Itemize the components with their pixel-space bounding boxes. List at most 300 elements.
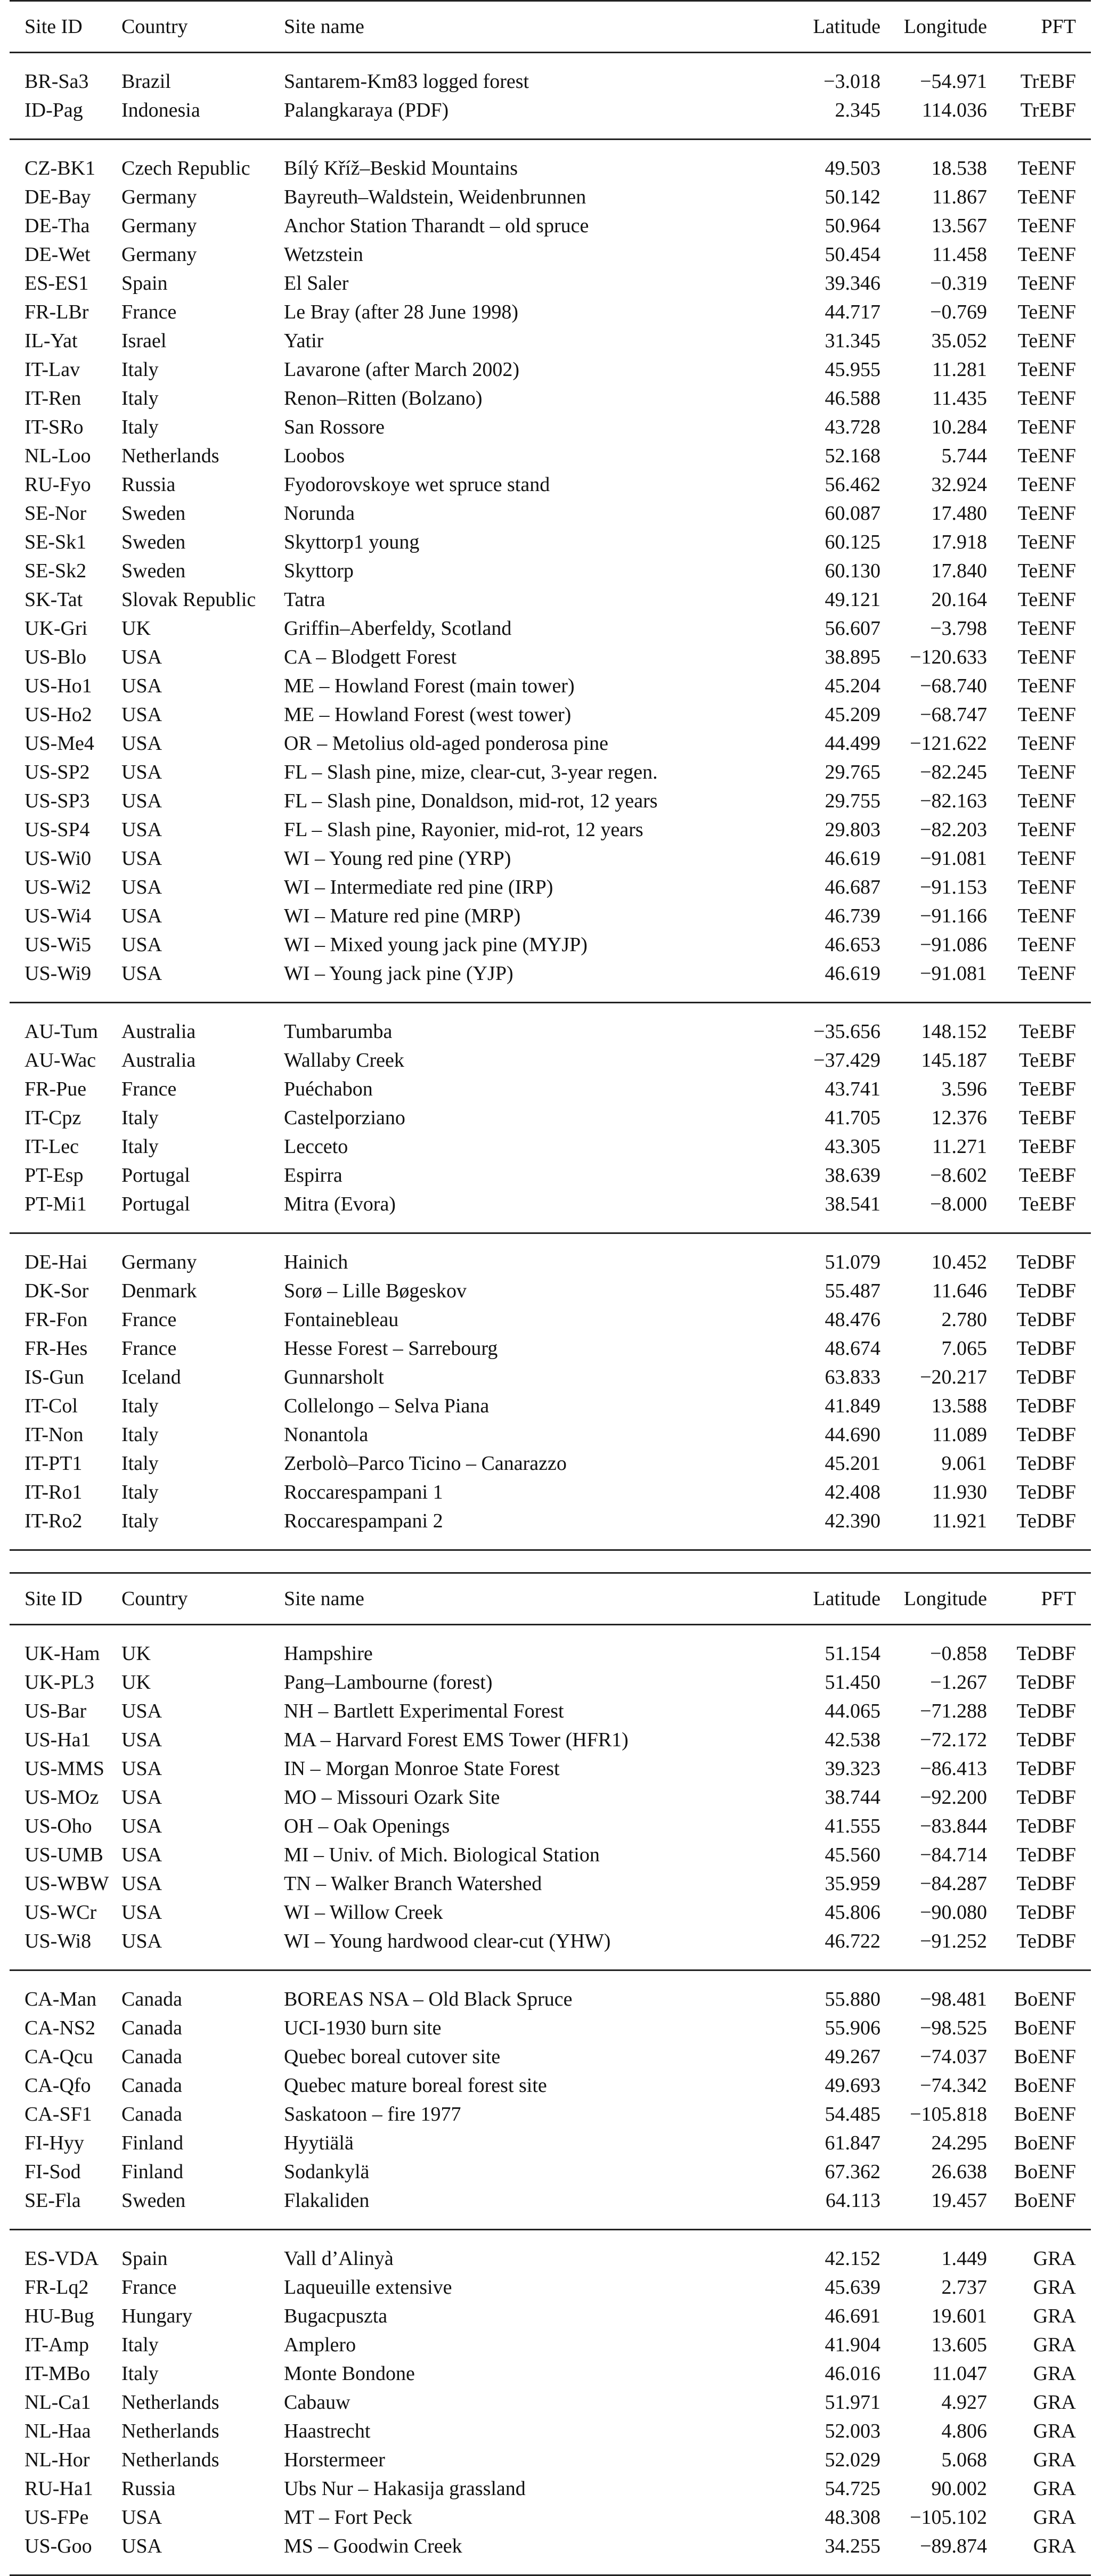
site-id-cell: IT-PT1 [25,1452,83,1475]
pft-cell: TeENF [1017,588,1076,611]
longitude-cell: −86.413 [920,1757,987,1780]
latitude-cell: 63.833 [825,1366,880,1388]
site-id-cell: SE-Nor [25,502,87,525]
country-cell: USA [121,934,162,956]
country-cell: UK [121,1642,151,1665]
site-id-cell: US-Blo [25,646,87,668]
site-id-cell: US-Wi2 [25,876,92,898]
header-site-name: Site name [284,15,364,38]
table-row [10,96,1091,140]
longitude-cell: −91.086 [920,934,987,956]
latitude-cell: 38.541 [825,1193,880,1215]
latitude-cell: 43.305 [825,1135,880,1158]
country-cell: Australia [121,1049,196,1072]
site-name-cell: Laqueuille extensive [284,2276,452,2299]
pft-cell: TeENF [1017,416,1076,438]
country-cell: Netherlands [121,445,219,467]
site-id-cell: FI-Hyy [25,2132,84,2154]
country-cell: USA [121,704,162,726]
pft-cell: TeDBF [1016,1481,1076,1503]
latitude-cell: −3.018 [823,70,880,93]
pft-cell: TeENF [1017,761,1076,783]
pft-cell: BoENF [1014,2189,1076,2212]
country-cell: Canada [121,1988,182,2010]
latitude-cell: 31.345 [825,330,880,352]
country-cell: Spain [121,2247,168,2270]
site-id-cell: IT-Ro2 [25,1510,83,1532]
pft-cell: TeDBF [1016,1337,1076,1360]
latitude-cell: 43.728 [825,416,880,438]
latitude-cell: 41.705 [825,1107,880,1129]
country-cell: USA [121,1786,162,1809]
site-id-cell: DE-Bay [25,186,91,208]
latitude-cell: 46.588 [825,387,880,410]
longitude-cell: 114.036 [921,99,987,121]
country-cell: USA [121,962,162,985]
latitude-cell: 2.345 [835,99,880,121]
country-cell: France [121,1078,177,1100]
site-id-cell: UK-PL3 [25,1671,94,1694]
table-row [10,1132,1091,1161]
pft-cell: TeEBF [1018,1020,1076,1043]
latitude-cell: 55.906 [825,2017,880,2039]
table-row [10,441,1091,470]
site-name-cell: Fyodorovskoye wet spruce stand [284,473,550,496]
header-longitude: Longitude [903,1588,987,1610]
site-id-cell: RU-Ha1 [25,2477,93,2500]
header-pft: PFT [1041,1588,1076,1610]
longitude-cell: −90.080 [920,1901,987,1924]
pft-group [10,1970,1091,2230]
latitude-cell: 44.690 [825,1424,880,1446]
site-id-cell: SE-Fla [25,2189,81,2212]
latitude-cell: 60.087 [825,502,880,525]
pft-group [10,1003,1091,1233]
site-id-cell: US-WCr [25,1901,97,1924]
table-row [10,2330,1091,2359]
longitude-cell: −8.602 [930,1164,987,1187]
country-cell: Spain [121,272,168,295]
latitude-cell: 42.152 [825,2247,880,2270]
site-id-cell: US-Bar [25,1700,87,1722]
country-cell: USA [121,1844,162,1866]
longitude-cell: 5.068 [941,2449,987,2471]
longitude-cell: −91.081 [920,847,987,870]
table-row [10,1046,1091,1075]
longitude-cell: −74.037 [920,2046,987,2068]
longitude-cell: −105.102 [910,2506,987,2529]
table-row [10,183,1091,211]
site-name-cell: Quebec boreal cutover site [284,2046,501,2068]
longitude-cell: 13.567 [931,215,987,237]
table-row [10,758,1091,787]
latitude-cell: 45.201 [825,1452,880,1475]
pft-cell: TeENF [1017,215,1076,237]
pft-cell: TeDBF [1016,1452,1076,1475]
country-cell: Hungary [121,2305,192,2327]
country-cell: France [121,1337,177,1360]
table-row [10,1754,1091,1783]
pft-cell: TeENF [1017,790,1076,812]
latitude-cell: 38.744 [825,1786,880,1809]
site-id-cell: FR-LBr [25,301,89,323]
latitude-cell: 45.639 [825,2276,880,2299]
table-row [10,528,1091,557]
pft-cell: GRA [1033,2535,1076,2557]
longitude-cell: 11.646 [932,1280,987,1302]
latitude-cell: 42.408 [825,1481,880,1503]
pft-cell: TeENF [1017,934,1076,956]
longitude-cell: 1.449 [941,2247,987,2270]
header-pft: PFT [1041,15,1076,38]
table-row [10,1277,1091,1305]
site-id-cell: US-SP2 [25,761,90,783]
pft-cell: GRA [1033,2276,1076,2299]
longitude-cell: −82.203 [920,819,987,841]
site-name-cell: ME – Howland Forest (west tower) [284,704,572,726]
table-row [10,384,1091,413]
pft-cell: TeDBF [1016,1729,1076,1751]
latitude-cell: 44.717 [825,301,880,323]
pft-cell: TeENF [1017,819,1076,841]
latitude-cell: 52.029 [825,2449,880,2471]
site-id-cell: US-WBW [25,1872,109,1895]
site-id-cell: NL-Ca1 [25,2391,91,2414]
site-name-cell: Lavarone (after March 2002) [284,358,520,381]
site-id-cell: US-UMB [25,1844,103,1866]
table-row [10,2359,1091,2388]
table-row [10,1841,1091,1869]
site-id-cell: US-FPe [25,2506,89,2529]
table-row [10,2042,1091,2071]
country-cell: UK [121,1671,151,1694]
country-cell: Germany [121,215,197,237]
table-row [10,672,1091,700]
longitude-cell: −91.166 [920,905,987,927]
site-id-cell: SE-Sk2 [25,560,87,582]
site-id-cell: PT-Esp [25,1164,84,1187]
site-name-cell: Sodankylä [284,2161,370,2183]
latitude-cell: 50.142 [825,186,880,208]
longitude-cell: 11.867 [932,186,987,208]
latitude-cell: 55.880 [825,1988,880,2010]
pft-cell: BoENF [1014,2103,1076,2125]
country-cell: Italy [121,358,159,381]
site-name-cell: WI – Young red pine (YRP) [284,847,511,870]
country-cell: Germany [121,186,197,208]
pft-cell: TeENF [1017,157,1076,179]
site-id-cell: CA-Man [25,1988,97,2010]
country-cell: Italy [121,1395,159,1417]
latitude-cell: 60.130 [825,560,880,582]
country-cell: USA [121,732,162,755]
country-cell: USA [121,1729,162,1751]
table-row [10,700,1091,729]
country-cell: Brazil [121,70,171,93]
table-row [10,643,1091,672]
latitude-cell: 29.803 [825,819,880,841]
longitude-cell: −1.267 [930,1671,987,1694]
table-row [10,1725,1091,1754]
latitude-cell: 52.168 [825,445,880,467]
site-name-cell: WI – Young jack pine (YJP) [284,962,513,985]
site-name-cell: Nonantola [284,1424,369,1446]
site-id-cell: US-Oho [25,1815,92,1837]
site-id-cell: US-Ha1 [25,1729,91,1751]
pft-cell: TeDBF [1016,1872,1076,1895]
site-name-cell: BOREAS NSA – Old Black Spruce [284,1988,573,2010]
country-cell: Italy [121,387,159,410]
table-row [10,1334,1091,1363]
site-name-cell: MO – Missouri Ozark Site [284,1786,500,1809]
site-name-cell: OR – Metolius old-aged ponderosa pine [284,732,608,755]
latitude-cell: 38.639 [825,1164,880,1187]
table-row [10,959,1091,1003]
pft-cell: TeENF [1017,876,1076,898]
site-id-cell: US-Wi8 [25,1930,92,1952]
table-row [10,240,1091,269]
site-id-cell: US-Wi4 [25,905,92,927]
longitude-cell: −68.740 [920,675,987,697]
site-name-cell: Horstermeer [284,2449,385,2471]
longitude-cell: −92.200 [920,1786,987,1809]
site-name-cell: IN – Morgan Monroe State Forest [284,1757,560,1780]
site-name-cell: TN – Walker Branch Watershed [284,1872,542,1895]
site-name-cell: Hainich [284,1251,348,1273]
country-cell: Sweden [121,2189,186,2212]
site-name-cell: WI – Willow Creek [284,1901,443,1924]
site-name-cell: Castelporziano [284,1107,405,1129]
site-id-cell: PT-Mi1 [25,1193,87,1215]
site-name-cell: Griffin–Aberfeldy, Scotland [284,617,512,640]
latitude-cell: 39.346 [825,272,880,295]
site-id-cell: US-SP4 [25,819,90,841]
longitude-cell: 10.284 [931,416,987,438]
pft-group [10,1625,1091,1970]
site-id-cell: FI-Sod [25,2161,81,2183]
pft-cell: BoENF [1014,2161,1076,2183]
pft-cell: TeDBF [1016,1671,1076,1694]
latitude-cell: 50.964 [825,215,880,237]
site-id-cell: US-Wi9 [25,962,92,985]
country-cell: Italy [121,2334,159,2356]
latitude-cell: 29.755 [825,790,880,812]
site-name-cell: Sorø – Lille Bøgeskov [284,1280,467,1302]
site-id-cell: IT-Lav [25,358,80,381]
site-id-cell: US-Ho2 [25,704,92,726]
latitude-cell: 51.450 [825,1671,880,1694]
pft-cell: GRA [1033,2449,1076,2471]
latitude-cell: 49.693 [825,2074,880,2097]
latitude-cell: 45.806 [825,1901,880,1924]
header-longitude: Longitude [903,15,987,38]
latitude-cell: 54.725 [825,2477,880,2500]
site-name-cell: Fontainebleau [284,1309,399,1331]
site-id-cell: CA-Qfo [25,2074,91,2097]
longitude-cell: −68.747 [920,704,987,726]
site-name-cell: Collelongo – Selva Piana [284,1395,490,1417]
longitude-cell: −84.714 [920,1844,987,1866]
pft-cell: TeEBF [1018,1078,1076,1100]
pft-cell: GRA [1033,2391,1076,2414]
longitude-cell: 17.480 [931,502,987,525]
latitude-cell: −35.656 [813,1020,880,1043]
table-row [10,614,1091,643]
latitude-cell: 46.016 [825,2362,880,2385]
longitude-cell: 4.806 [941,2420,987,2442]
table-row [10,1898,1091,1927]
country-cell: Iceland [121,1366,181,1388]
longitude-cell: 13.605 [931,2334,987,2356]
table-row [10,1075,1091,1103]
latitude-cell: 48.308 [825,2506,880,2529]
site-name-cell: NH – Bartlett Experimental Forest [284,1700,564,1722]
table-row [10,1420,1091,1449]
site-name-cell: Santarem-Km83 logged forest [284,70,529,93]
site-name-cell: WI – Young hardwood clear-cut (YHW) [284,1930,611,1952]
table-row [10,2157,1091,2186]
table-row [10,2474,1091,2503]
site-id-cell: IS-Gun [25,1366,84,1388]
site-name-cell: Zerbolò–Parco Ticino – Canarazzo [284,1452,567,1475]
pft-cell: TeENF [1017,847,1076,870]
country-cell: Australia [121,1020,196,1043]
country-cell: UK [121,617,151,640]
pft-cell: TeDBF [1016,1757,1076,1780]
latitude-cell: 46.722 [825,1930,880,1952]
table-row [10,2186,1091,2230]
pft-cell: TeENF [1017,905,1076,927]
site-name-cell: MT – Fort Peck [284,2506,413,2529]
latitude-cell: 41.555 [825,1815,880,1837]
longitude-cell: 11.047 [932,2362,987,2385]
table-row [10,2129,1091,2157]
site-name-cell: FL – Slash pine, mize, clear-cut, 3-year regen. [284,761,658,783]
pft-cell: TrEBF [1020,99,1076,121]
longitude-cell: −0.858 [930,1642,987,1665]
site-name-cell: Yatir [284,330,324,352]
longitude-cell: 17.918 [931,531,987,553]
longitude-cell: 11.089 [932,1424,987,1446]
site-id-cell: SK-Tat [25,588,83,611]
country-cell: USA [121,646,162,668]
longitude-cell: −84.287 [920,1872,987,1895]
latitude-cell: 50.454 [825,243,880,266]
table-row [10,1869,1091,1898]
table-row [10,499,1091,528]
pft-cell: TeDBF [1016,1700,1076,1722]
country-cell: France [121,2276,177,2299]
longitude-cell: 11.435 [932,387,987,410]
pft-cell: TeEBF [1018,1049,1076,1072]
latitude-cell: −37.429 [813,1049,880,1072]
pft-cell: GRA [1033,2362,1076,2385]
site-name-cell: OH – Oak Openings [284,1815,450,1837]
header-country: Country [121,15,188,38]
country-cell: Portugal [121,1164,190,1187]
site-id-cell: CA-Qcu [25,2046,93,2068]
longitude-cell: −8.000 [930,1193,987,1215]
table-row [10,1625,1091,1669]
longitude-cell: 18.538 [931,157,987,179]
longitude-cell: 13.588 [931,1395,987,1417]
site-name-cell: Flakaliden [284,2189,370,2212]
site-name-cell: MI – Univ. of Mich. Biological Station [284,1844,600,1866]
longitude-cell: −74.342 [920,2074,987,2097]
latitude-cell: 44.065 [825,1700,880,1722]
table-row [10,787,1091,815]
site-id-cell: US-Ho1 [25,675,92,697]
table-row [10,269,1091,298]
site-name-cell: Roccarespampani 2 [284,1510,443,1532]
site-id-cell: FR-Fon [25,1309,88,1331]
site-id-cell: US-Goo [25,2535,92,2557]
longitude-cell: 5.744 [941,445,987,467]
site-name-cell: Haastrecht [284,2420,371,2442]
country-cell: Italy [121,416,159,438]
longitude-cell: 11.271 [932,1135,987,1158]
pft-cell: TrEBF [1020,70,1076,93]
country-cell: USA [121,2506,162,2529]
table-row [10,1697,1091,1725]
site-name-cell: Ubs Nur – Hakasija grassland [284,2477,526,2500]
table-row [10,2273,1091,2302]
pft-cell: TeDBF [1016,1395,1076,1417]
site-id-cell: ES-ES1 [25,272,89,295]
table-row [10,1305,1091,1334]
pft-cell: TeENF [1017,445,1076,467]
country-cell: Italy [121,1452,159,1475]
latitude-cell: 42.390 [825,1510,880,1532]
country-cell: Canada [121,2046,182,2068]
longitude-cell: −71.288 [920,1700,987,1722]
pft-cell: GRA [1033,2420,1076,2442]
country-cell: Indonesia [121,99,200,121]
site-id-cell: DK-Sor [25,1280,89,1302]
site-name-cell: ME – Howland Forest (main tower) [284,675,575,697]
country-cell: USA [121,1872,162,1895]
site-id-cell: IL-Yat [25,330,78,352]
latitude-cell: 44.499 [825,732,880,755]
latitude-cell: 43.741 [825,1078,880,1100]
site-name-cell: Hyytiälä [284,2132,354,2154]
latitude-cell: 54.485 [825,2103,880,2125]
latitude-cell: 41.849 [825,1395,880,1417]
table-row [10,557,1091,585]
country-cell: Sweden [121,531,186,553]
latitude-cell: 29.765 [825,761,880,783]
pft-cell: TeDBF [1016,1642,1076,1665]
country-cell: USA [121,2535,162,2557]
site-name-cell: Bugacpuszta [284,2305,388,2327]
site-id-cell: IT-SRo [25,416,84,438]
country-cell: Italy [121,1135,159,1158]
site-id-cell: DE-Wet [25,243,91,266]
site-name-cell: Gunnarsholt [284,1366,384,1388]
site-id-cell: FR-Hes [25,1337,88,1360]
longitude-cell: 11.281 [932,358,987,381]
longitude-cell: −98.481 [920,1988,987,2010]
pft-group [10,53,1091,140]
pft-cell: TeENF [1017,560,1076,582]
country-cell: Sweden [121,560,186,582]
longitude-cell: −54.971 [920,70,987,93]
table-row [10,585,1091,614]
site-name-cell: Pang–Lambourne (forest) [284,1671,493,1694]
site-id-cell: US-SP3 [25,790,90,812]
country-cell: Italy [121,2362,159,2385]
latitude-cell: 48.476 [825,1309,880,1331]
